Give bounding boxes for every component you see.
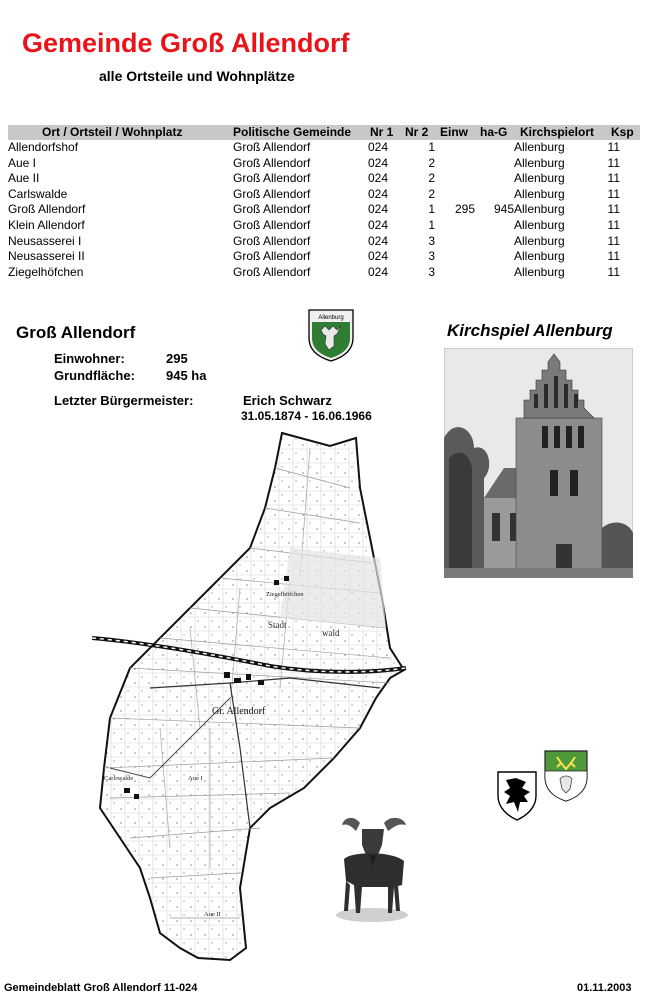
table-row [8,234,640,250]
col-gemeinde: Politische Gemeinde [233,125,352,139]
allenburg-crest-icon [307,308,355,362]
map-label-stadt: Stadt [268,620,287,630]
cell-ort: Klein Allendorf [8,217,85,232]
cell-ksp: 11 [607,249,620,264]
cell-ksp: 11 [607,202,620,217]
cell-nr2: 3 [428,249,435,264]
cell-nr2: 2 [428,155,435,170]
cell-gemeinde: Groß Allendorf [233,155,311,170]
cell-nr2: 1 [428,217,435,232]
kirchspiel-title: Kirchspiel Allenburg [447,321,613,340]
cell-nr2: 2 [428,186,435,201]
cell-gemeinde: Groß Allendorf [233,140,311,154]
flaeche-value: 945 ha [166,368,207,383]
table-row [8,249,640,265]
cell-gemeinde: Groß Allendorf [233,264,311,279]
cell-nr1: 024 [367,155,388,170]
cell-nr1: 024 [367,140,388,154]
cell-nr2: 2 [428,171,435,186]
gemeinde-name: Groß Allendorf [16,323,136,342]
cell-kirchspielort: Allenburg [514,171,565,186]
cell-ort: Allendorfshof [8,140,79,154]
col-nr1: Nr 1 [370,125,394,139]
flaeche-label: Grundfläche: [54,368,135,383]
cell-nr2: 1 [428,202,435,217]
col-ha: ha-G [480,125,508,139]
cell-kirchspielort: Allenburg [514,264,565,279]
cell-ksp: 11 [607,155,620,170]
cell-ort: Neusasserei I [8,233,82,248]
moose-illustration-icon [332,815,414,923]
page-title: Gemeinde Groß Allendorf [22,28,350,58]
col-ort: Ort / Ortsteil / Wohnplatz [42,125,183,139]
table-row [8,202,640,218]
einwohner-label: Einwohner: [54,351,125,366]
buergermeister-dates: 31.05.1874 - 16.06.1966 [241,409,372,423]
col-nr2: Nr 2 [405,125,429,139]
cell-nr1: 024 [367,233,388,248]
footer-left: Gemeindeblatt Groß Allendorf 11-024 [4,982,198,994]
map-label-aue1: Aue I [188,775,203,782]
cell-ksp: 11 [607,233,620,248]
table-header [8,125,640,140]
table-body [8,140,640,280]
col-kirchspielort: Kirchspielort [520,125,595,139]
cell-kirchspielort: Allenburg [514,155,565,170]
footer-date: 01.11.2003 [577,982,632,994]
cell-ha: 945 [493,202,514,217]
page-subtitle: alle Ortsteile und Wohnplätze [99,68,295,84]
cell-ort: Carlswalde [8,186,68,201]
table-row [8,140,640,156]
map-label-wald: wald [322,628,340,638]
cell-ort: Ziegelhöfchen [8,264,84,279]
cell-ort: Aue II [8,171,40,186]
cell-ort: Groß Allendorf [8,202,86,217]
cell-gemeinde: Groß Allendorf [233,186,311,201]
cell-nr1: 024 [367,171,388,186]
crest-text: Allenburg [318,315,344,321]
map-label-ziegel: Ziegelhöfchen [266,591,304,598]
cell-nr1: 024 [367,202,388,217]
cell-nr2: 3 [428,233,435,248]
cell-kirchspielort: Allenburg [514,233,565,248]
buergermeister-name: Erich Schwarz [243,393,332,408]
einwohner-value: 295 [166,351,188,366]
col-ksp: Ksp [611,125,634,139]
map-label-carlswalde: Carlswalde [104,775,134,782]
col-einw: Einw [440,125,469,139]
table-row [8,187,640,203]
church-photo [444,348,633,578]
cell-kirchspielort: Allenburg [514,249,565,264]
cell-ksp: 11 [607,140,620,154]
cell-kirchspielort: Allenburg [514,217,565,232]
cell-kirchspielort: Allenburg [514,140,565,154]
table-row [8,156,640,172]
cell-gemeinde: Groß Allendorf [233,217,311,232]
cell-ort: Aue I [8,155,37,170]
cell-nr1: 024 [367,264,388,279]
cell-kirchspielort: Allenburg [514,186,565,201]
cell-einw: 295 [454,202,475,217]
table-row [8,265,640,281]
map-label-ort: Gr. Allendorf [212,706,266,717]
cell-ksp: 11 [607,264,620,279]
cell-ort: Neusasserei II [8,249,85,264]
cell-gemeinde: Groß Allendorf [233,202,311,217]
cell-nr1: 024 [367,217,388,232]
cell-ksp: 11 [607,186,620,201]
table-row [8,171,640,187]
cell-gemeinde: Groß Allendorf [233,233,311,248]
map-label-aue2: Aue II [204,911,221,918]
cell-kirchspielort: Allenburg [514,202,565,217]
green-crest-icon [543,749,589,803]
eagle-crest-icon [496,770,538,822]
cell-nr1: 024 [367,249,388,264]
cell-ksp: 11 [607,171,620,186]
cell-gemeinde: Groß Allendorf [233,171,311,186]
table-row [8,218,640,234]
cell-nr2: 1 [428,140,435,154]
buergermeister-label: Letzter Bürgermeister: [54,393,194,408]
places-table [8,125,640,280]
cell-ksp: 11 [607,217,620,232]
cell-gemeinde: Groß Allendorf [233,249,311,264]
cell-nr2: 3 [428,264,435,279]
cell-nr1: 024 [367,186,388,201]
